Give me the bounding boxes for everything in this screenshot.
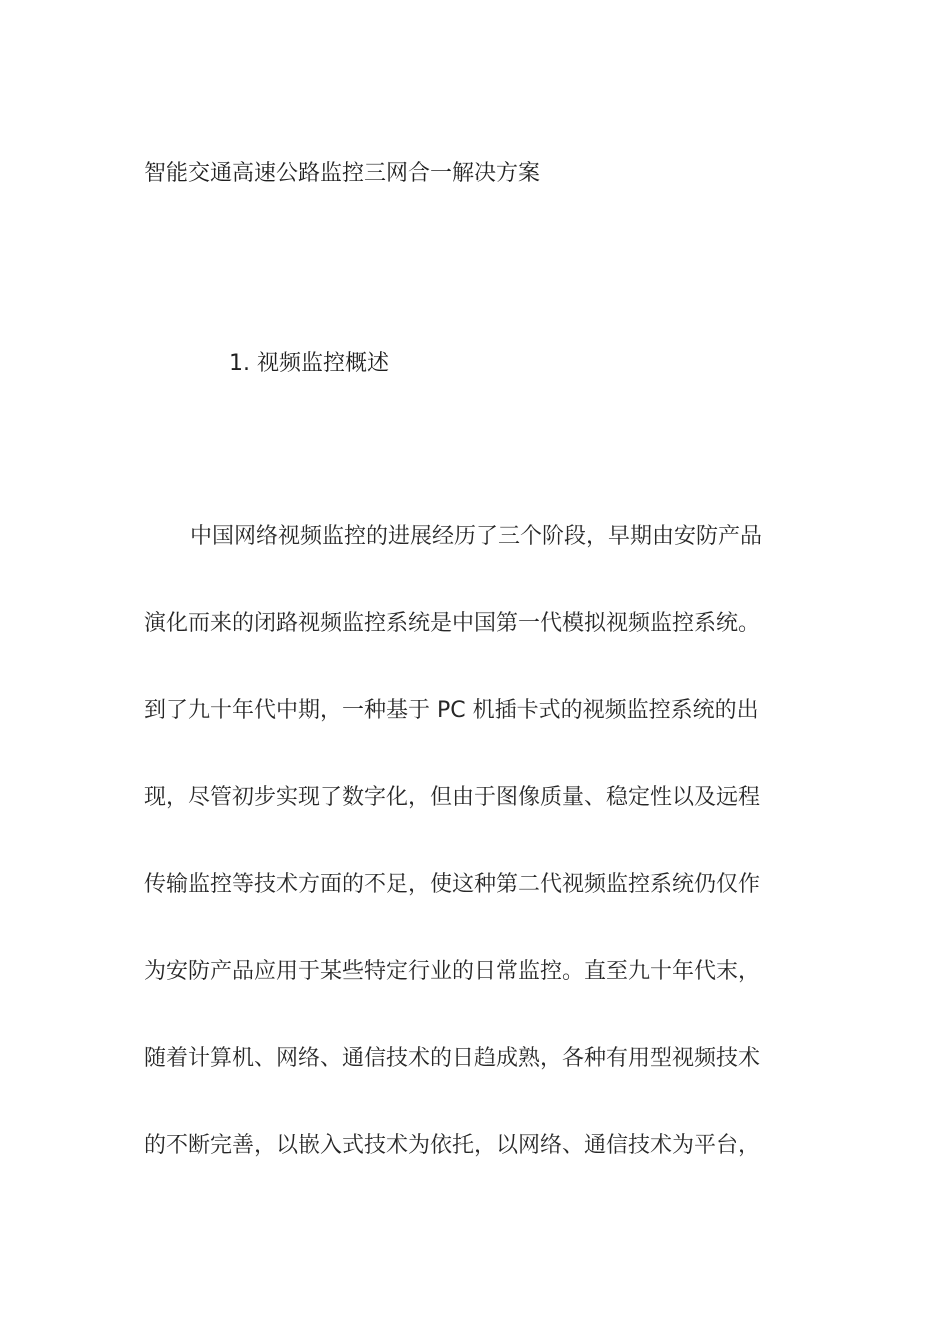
paragraph-line: 为安防产品应用于某些特定行业的日常监控。直至九十年代末， — [144, 959, 761, 984]
paragraph-line: 的不断完善，以嵌入式技术为依托，以网络、通信技术为平台， — [144, 1133, 761, 1158]
section-heading: 1. 视频监控概述 — [229, 351, 389, 376]
paragraph-line: 中国网络视频监控的进展经历了三个阶段，早期由安防产品 — [190, 524, 763, 549]
document-title: 智能交通高速公路监控三网合一解决方案 — [144, 161, 541, 186]
paragraph-line: 传输监控等技术方面的不足，使这种第二代视频监控系统仍仅作 — [144, 872, 761, 897]
paragraph-line: 到了九十年代中期，一种基于 PC 机插卡式的视频监控系统的出 — [144, 698, 759, 723]
paragraph-line: 演化而来的闭路视频监控系统是中国第一代模拟视频监控系统。 — [144, 611, 761, 636]
paragraph-line: 随着计算机、网络、通信技术的日趋成熟，各种有用型视频技术 — [144, 1046, 761, 1071]
paragraph-line: 现，尽管初步实现了数字化，但由于图像质量、稳定性以及远程 — [144, 785, 761, 810]
